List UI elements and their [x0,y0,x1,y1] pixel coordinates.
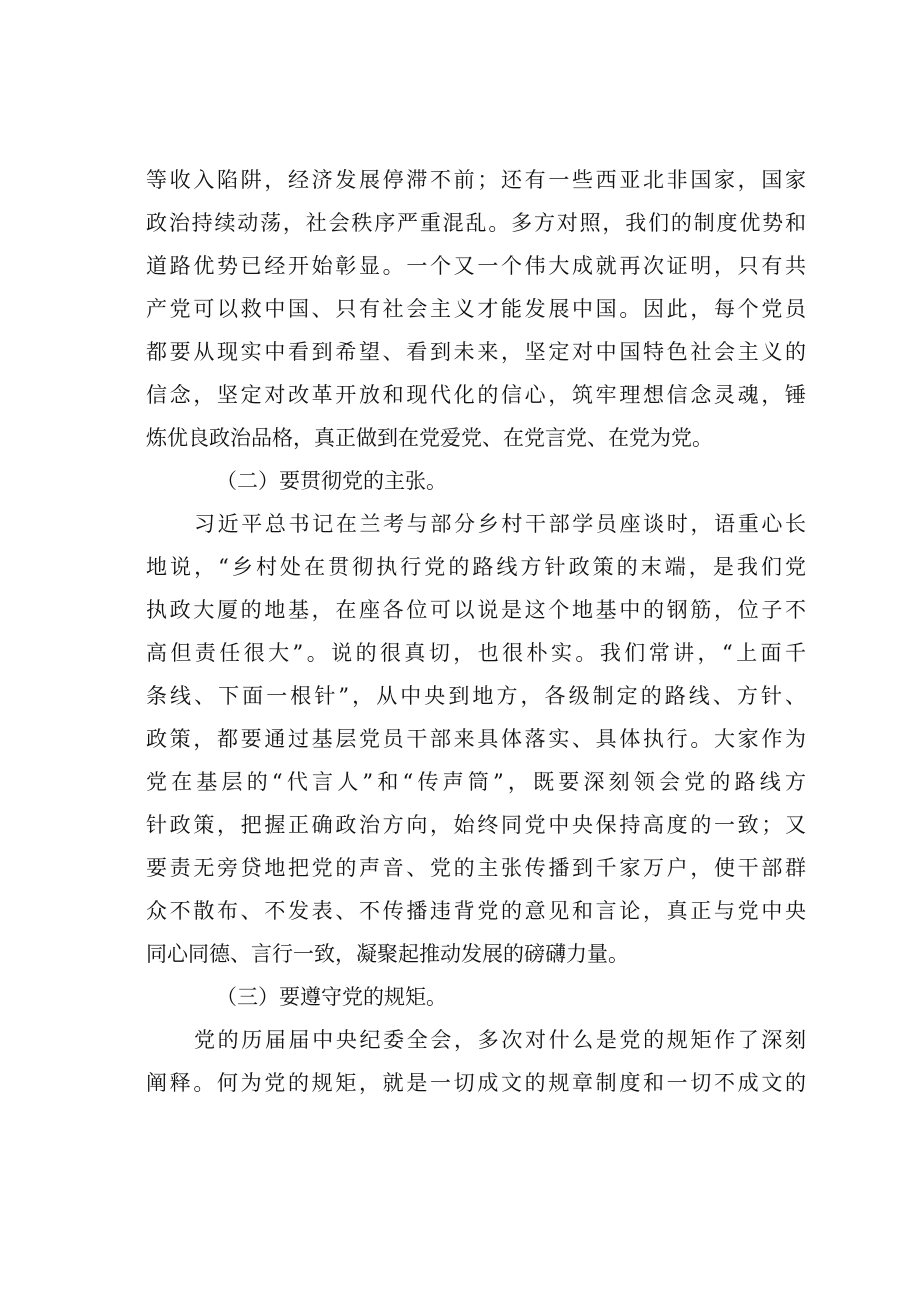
body-text-line: 众不散布、不发表、不传播违背党的意见和言论，真正与党中央 [146,899,806,923]
body-text-line: 执政大厦的地基，在座各位可以说是这个地基中的钢筋，位子不 [146,598,806,622]
body-text-line: 高但责任很大”。说的很真切，也很朴实。我们常讲，“上面千 [146,641,806,665]
body-text-line: 都要从现实中看到希望、看到未来，坚定对中国特色社会主义的 [146,340,806,364]
section-heading: （二）要贯彻党的主张。 [216,469,447,493]
body-text-line: 地说，“乡村处在贯彻执行党的路线方针政策的末端，是我们党 [146,555,806,579]
body-text-line: 炼优良政治品格，真正做到在党爱党、在党言党、在党为党。 [146,426,713,450]
body-text-line: 要责无旁贷地把党的声音、党的主张传播到千家万户，使干部群 [146,856,806,880]
body-text-line: 针政策，把握正确政治方向，始终同党中央保持高度的一致；又 [146,813,806,837]
body-text-line: 道路优势已经开始彰显。一个又一个伟大成就再次证明，只有共 [146,254,806,278]
body-text-line: 政策，都要通过基层党员干部来具体落实、具体执行。大家作为 [146,727,806,751]
body-text-line: 同心同德、言行一致，凝聚起推动发展的磅礴力量。 [146,942,629,966]
body-text-line: 党在基层的“代言人”和“传声筒”，既要深刻领会党的路线方 [146,770,806,794]
body-text-line: 等收入陷阱，经济发展停滞不前；还有一些西亚北非国家，国家 [146,168,806,192]
body-text-line: 产党可以救中国、只有社会主义才能发展中国。因此，每个党员 [146,297,806,321]
body-text-line: 条线、下面一根针”，从中央到地方，各级制定的路线、方针、 [146,684,806,708]
body-text-line: 信念，坚定对改革开放和现代化的信心，筑牢理想信念灵魂，锤 [146,383,806,407]
section-heading: （三）要遵守党的规矩。 [216,985,447,1009]
paragraph-first-line: 党的历届届中央纪委全会，多次对什么是党的规矩作了深刻 [194,1028,806,1052]
paragraph-first-line: 习近平总书记在兰考与部分乡村干部学员座谈时，语重心长 [194,512,806,536]
body-text-line: 政治持续动荡，社会秩序严重混乱。多方对照，我们的制度优势和 [146,211,806,235]
body-text-line: 阐释。何为党的规矩，就是一切成文的规章制度和一切不成文的 [146,1071,806,1095]
